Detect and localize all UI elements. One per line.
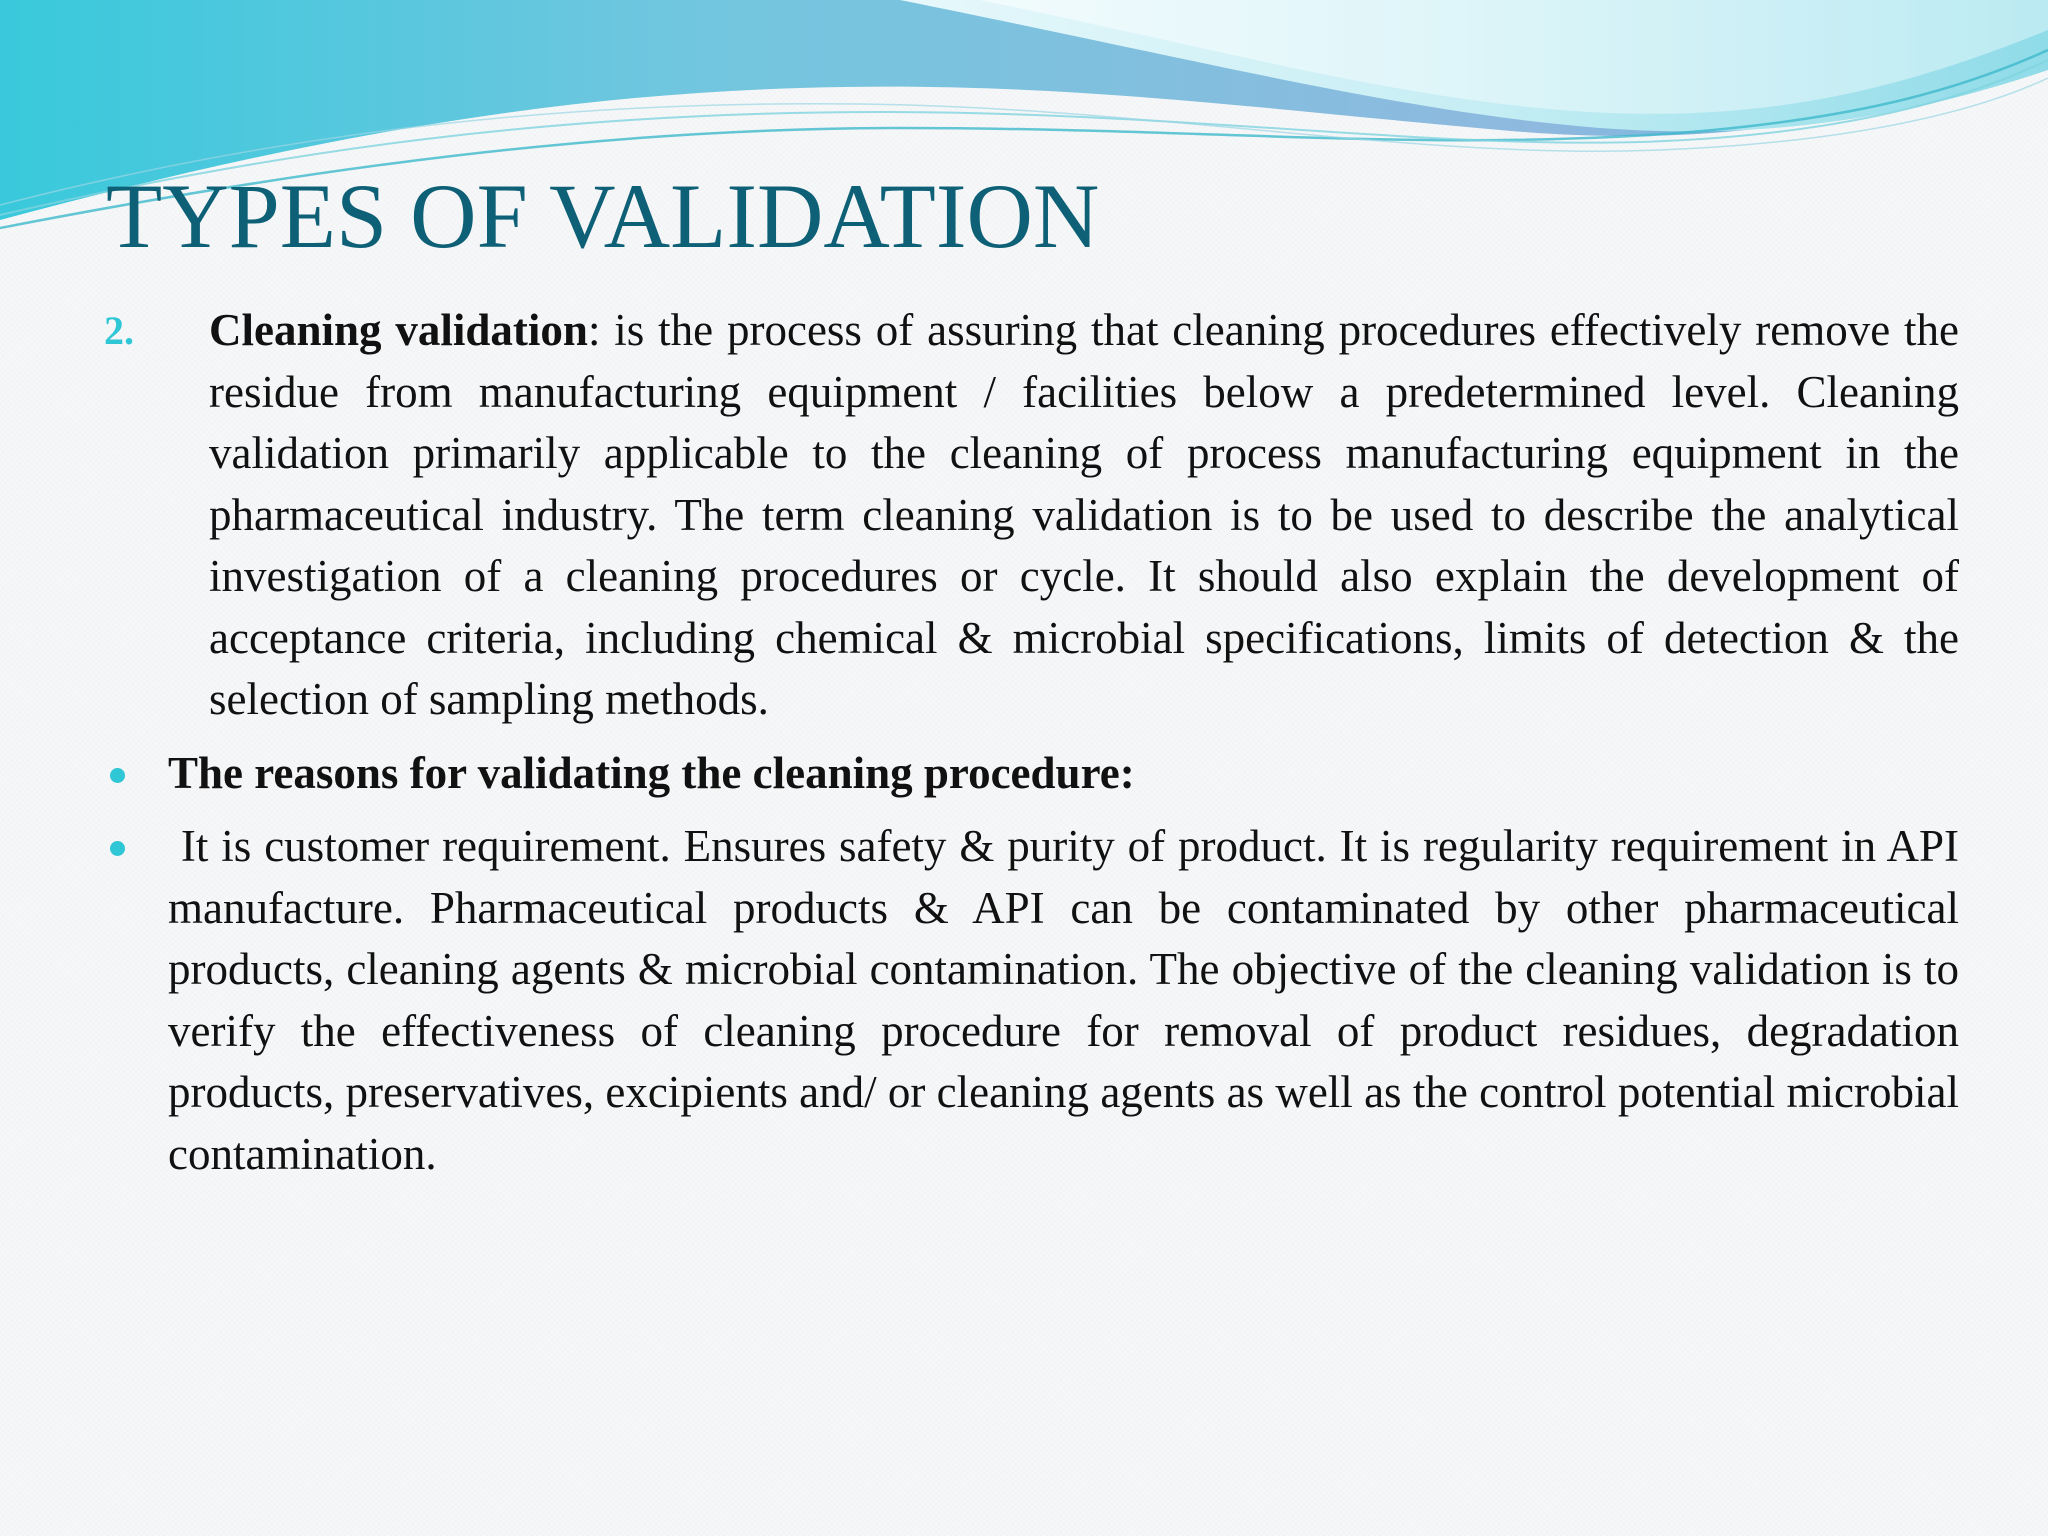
bullet-text: The reasons for validating the cleaning procedure: bbox=[168, 747, 1135, 798]
bullet-dot-icon bbox=[110, 841, 125, 856]
numbered-item-cleaning-validation bbox=[104, 300, 1959, 731]
bullet-item-reasons-body bbox=[168, 816, 1959, 1185]
slide-title: TYPES OF VALIDATION bbox=[106, 165, 1100, 267]
item-definition: : is the process of assuring that cleaning procedures effectively remove the residue from manufacturing equipment / facilities below a predetermined level. Cleaning validation primarily applicable to the cleaning of process manufacturing equipment in the pharmaceutical industry. The term cleaning validation is to be used to describe the analytical investigation of a cleaning procedures or cycle. It should also explain the development of acceptance criteria, including chemical & microbial specifications, limits of detection & the selection of sampling methods. bbox=[209, 305, 1959, 724]
slide-body bbox=[0, 300, 2048, 1185]
bullet-dot-icon bbox=[110, 768, 125, 783]
item-number: 2. bbox=[104, 308, 134, 353]
bullet-item-reasons-heading bbox=[168, 743, 1959, 805]
bullet-text: It is customer requirement. Ensures safety & purity of product. It is regularity requirement in API manufacture. Pharmaceutical products & API can be contaminated by other pharmaceutical products, cleaning agents & microbial contamination. The objective of the cleaning validation is to verify the effectiveness of cleaning procedure for removal of product residues, degradation products, preservatives, excipients and/ or cleaning agents as well as the control potential microbial contamination. bbox=[168, 821, 1959, 1179]
item-term: Cleaning validation bbox=[209, 305, 588, 355]
